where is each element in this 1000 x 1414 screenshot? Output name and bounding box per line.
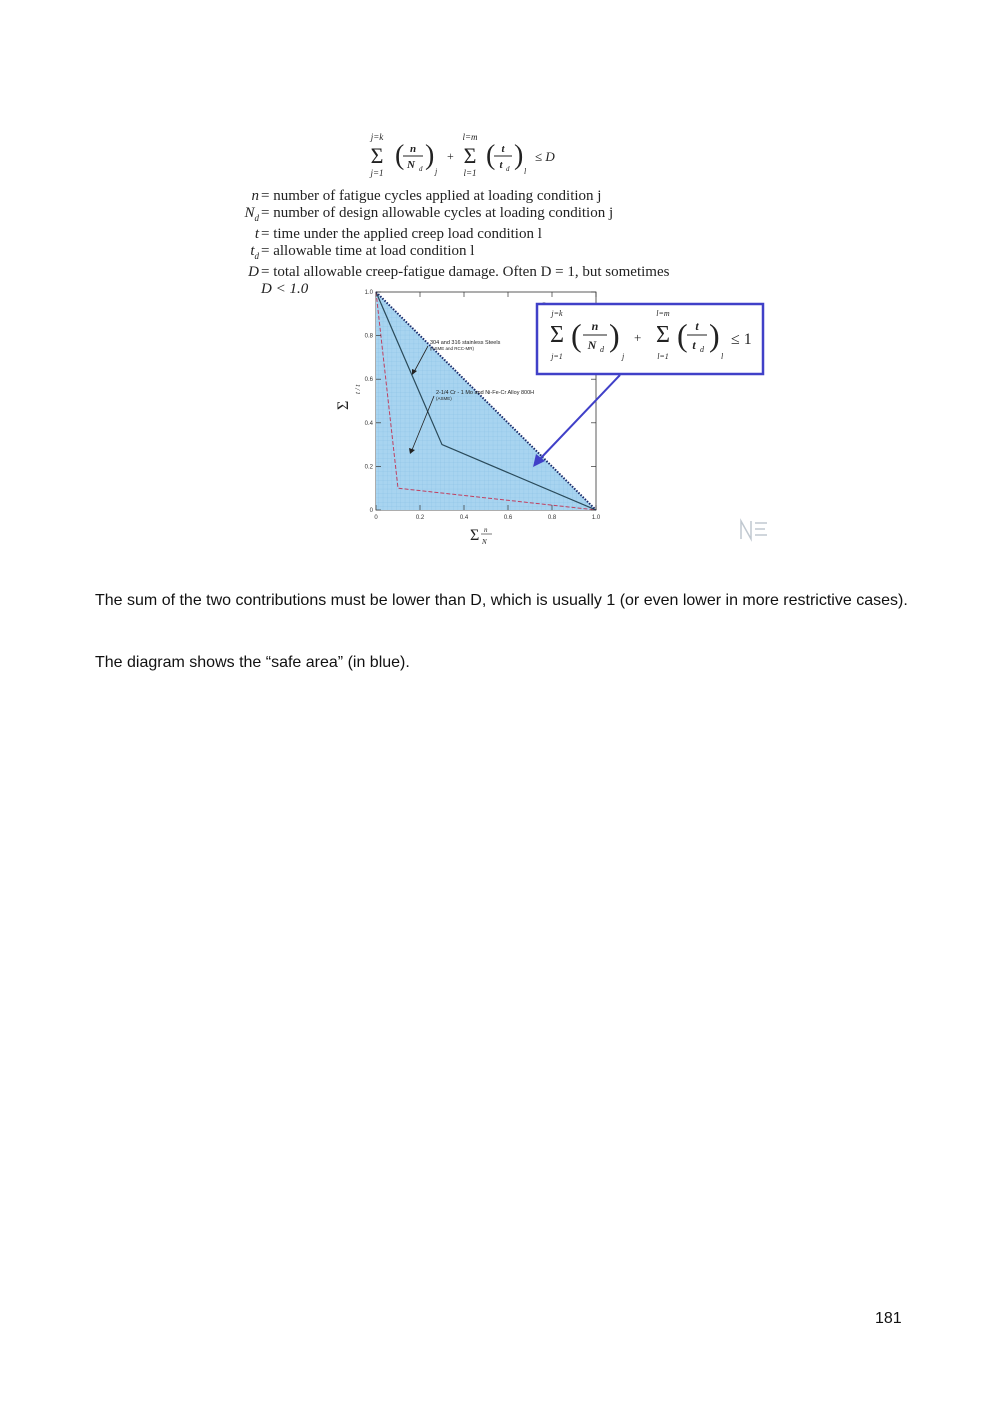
y-axis-label-frac: t / t [354, 384, 362, 394]
eq-term1-den: N [407, 159, 415, 171]
y-tick-label: 0.6 [364, 377, 373, 384]
x-tick-label: 0.4 [459, 515, 469, 521]
inset-sum2-upper: l=m [656, 309, 670, 318]
definition-d-continuation: D < 1.0 [261, 280, 309, 297]
publisher-logo [735, 515, 775, 545]
definition-td: $t_d$ = allowable time at load condition l [250, 242, 475, 261]
svg-text:): ) [609, 317, 620, 353]
definition-n: n = number of fatigue cycles applied at loading condition j [251, 188, 602, 204]
definition-nd: $N_d$ = number of design allowable cycles at loading condition j [244, 204, 614, 223]
y-tick-label: 1.0 [364, 290, 373, 296]
svg-text:(: ( [677, 317, 688, 353]
annotation-steels-sub: (ASME and RCC-MR) [430, 346, 475, 351]
eq-sum1-upper: j=k [370, 132, 384, 142]
eq-term1-num: n [409, 143, 417, 155]
top-equation [355, 130, 595, 182]
inset-relation: ≤ 1 [731, 331, 752, 348]
x-tick-label: 1.0 [591, 515, 601, 521]
svg-text:): ) [709, 317, 720, 353]
x-tick-label: 0 [374, 515, 378, 521]
eq-sigma-2: Σ [463, 143, 477, 168]
svg-text:(: ( [571, 317, 582, 353]
eq-sum1-lower: j=1 [370, 168, 384, 178]
svg-text:): ) [425, 140, 435, 171]
annotation-alloy: 2-1/4 Cr - 1 Mo and Ni-Fe-Cr Alloy 800H [436, 390, 535, 396]
eq-sum2-upper: l=m [462, 132, 478, 142]
paragraph-contributions: The sum of the two contributions must be lower than D, which is usually 1 (or even lower in more restrictive cases). [95, 592, 908, 609]
x-axis-label-frac-den: N [482, 538, 487, 546]
y-tick-label: 0.2 [364, 464, 373, 471]
x-axis-label-frac-num: n [484, 526, 488, 534]
inset-sum1-lower: j=1 [551, 352, 563, 361]
eq-term1-sub: j [435, 167, 438, 176]
y-tick-label: 0 [369, 508, 373, 514]
eq-sum2-lower: l=1 [463, 168, 477, 178]
x-tick-label: 0.2 [415, 515, 425, 521]
svg-text:+: + [634, 330, 642, 345]
page-number: 181 [875, 1310, 902, 1327]
eq-term2-sub: l [524, 167, 527, 176]
inset-sigma-2: Σ [656, 322, 670, 348]
inset-sigma-1: Σ [550, 322, 564, 348]
svg-text:+: + [447, 149, 454, 163]
svg-text:(: ( [395, 140, 405, 171]
eq-relation: ≤ D [535, 149, 555, 164]
definition-d: D = total allowable creep-fatigue damage. Often D = 1, but sometimes [248, 264, 670, 281]
annotation-alloy-sub: (ASME) [436, 396, 452, 401]
eq-sigma-1: Σ [370, 143, 384, 168]
y-axis-label-sigma: Σ [335, 400, 352, 410]
inset-sum2-lower: l=1 [657, 352, 669, 361]
y-tick-label: 0.4 [364, 420, 373, 427]
definition-t: t = time under the applied creep load condition l [254, 226, 542, 243]
annotation-steels: 304 and 316 stainless Steels [430, 340, 501, 346]
eq-term2-den: t [499, 159, 503, 171]
callout-arrow [525, 370, 635, 470]
inset-term1-sub: j [622, 352, 625, 361]
x-axis-label-sigma: Σ [470, 527, 480, 544]
paragraph-safe-area: The diagram shows the “safe area” (in blue). [95, 654, 410, 671]
eq-term1-den-sub: d [419, 165, 423, 173]
inset-term1-den: N [587, 338, 597, 352]
inset-term1-den-sub: d [600, 345, 604, 354]
inset-sum1-upper: j=k [551, 309, 563, 318]
creep-fatigue-figure [215, 130, 785, 550]
inset-term2-den: t [692, 338, 696, 352]
x-tick-label: 0.6 [503, 515, 513, 521]
inset-term2-den-sub: d [700, 345, 704, 354]
inset-term2-sub: l [721, 352, 724, 361]
inset-term2-num: t [695, 319, 699, 333]
eq-term2-den-sub: d [506, 165, 510, 173]
eq-term2-num: t [501, 143, 505, 155]
inset-term1-num: n [591, 319, 599, 333]
y-tick-label: 0.8 [364, 333, 373, 340]
x-tick-label: 0.8 [547, 515, 557, 521]
svg-text:(: ( [486, 140, 496, 171]
svg-text:): ) [514, 140, 524, 171]
